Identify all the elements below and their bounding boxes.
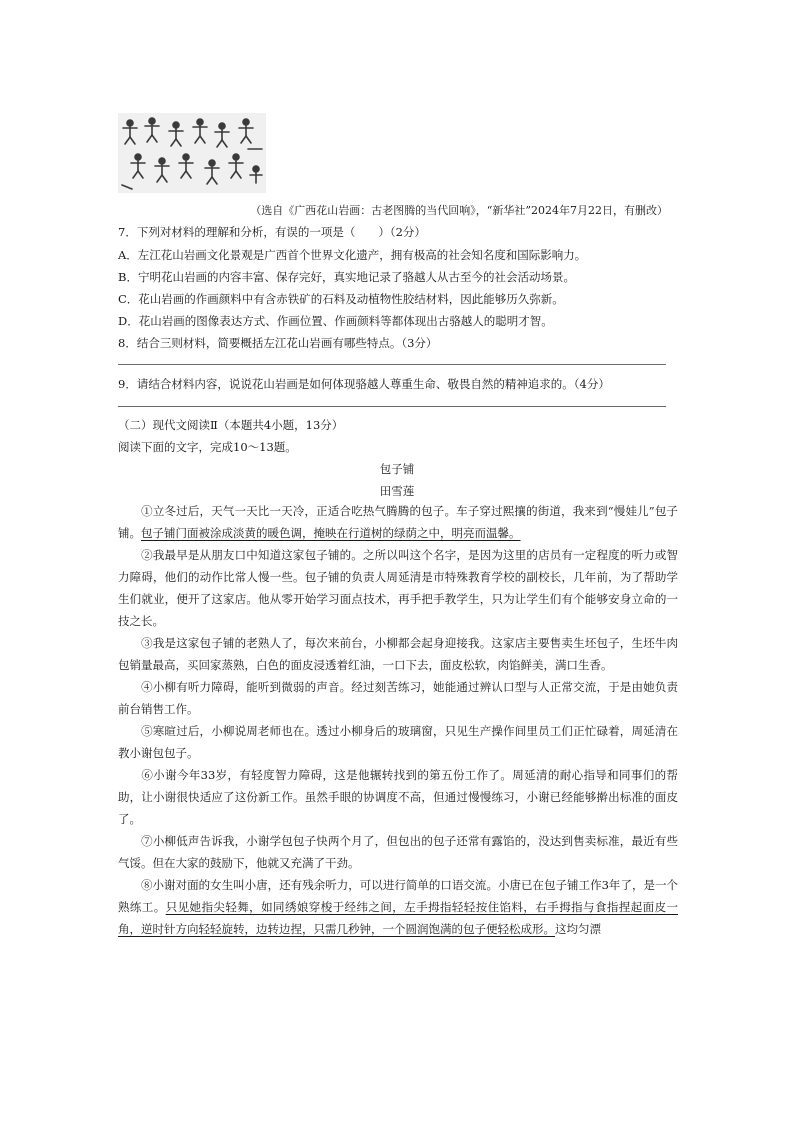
question-7-option-a: A．左江花山岩画文化景观是广西首个世界文化遗产，拥有极高的社会知名度和国际影响力。 bbox=[118, 248, 587, 262]
story-title: 包子铺 bbox=[379, 462, 415, 476]
paragraph-7-text: ⑦小柳低声告诉我，小谢学包包子快两个月了，但包出的包子还常有露馅的，没达到售卖标准，最近有些气馁。但在大家的鼓励下，他就又充满了干劲。 bbox=[118, 834, 678, 870]
paragraph-4 bbox=[118, 676, 678, 720]
paragraph-3 bbox=[118, 632, 678, 676]
paragraph-7 bbox=[118, 830, 678, 874]
answer-line-q8 bbox=[118, 364, 666, 365]
question-7-stem: 7．下列对材料的理解和分析，有误的一项是（ ）（2分） bbox=[118, 225, 426, 239]
story-author: 田雪莲 bbox=[379, 484, 415, 498]
question-9: 9．请结合材料内容，说说花山岩画是如何体现骆越人尊重生命、敬畏自然的精神追求的。（4分） bbox=[118, 377, 610, 391]
question-7-option-c: C．花山岩画的作画颜料中有含赤铁矿的石料及动植物性胶结材料，因此能够历久弥新。 bbox=[118, 292, 564, 306]
paragraph-6 bbox=[118, 764, 678, 830]
paragraph-1 bbox=[118, 500, 678, 544]
reading-instruction: 阅读下面的文字，完成10～13题。 bbox=[118, 440, 297, 454]
paragraph-4-text: ④小柳有听力障碍，能听到微弱的声音。经过刻苦练习，她能通过辨认口型与人正常交流，于是由她负责前台销售工作。 bbox=[118, 680, 678, 716]
paragraph-1-text: ①立冬过后，天气一天比一天冷，正适合吃热气腾腾的包子。车子穿过熙攘的街道，我来到“慢娃儿”包子铺。 bbox=[118, 504, 678, 540]
paragraph-1-underlined: 包子铺门面被涂成淡黄的暖色调，掩映在行道树的绿荫之中，明亮而温馨。 bbox=[141, 526, 521, 540]
paragraph-6-text: ⑥小谢今年33岁，有轻度智力障碍，这是他辗转找到的第五份工作了。周延清的耐心指导和同事们的帮助，让小谢很快适应了这份新工作。虽然手眼的协调度不高，但通过慢慢练习，小谢已经能够擀出标准的面皮了。 bbox=[118, 768, 678, 826]
answer-line-q9 bbox=[118, 406, 666, 407]
rock-painting-image bbox=[118, 113, 266, 193]
paragraph-5-text: ⑤寒暄过后，小柳说周老师也在。透过小柳身后的玻璃窗，只见生产操作间里员工们正忙碌着，周延清在教小谢包包子。 bbox=[118, 724, 678, 760]
paragraph-3-text: ③我是这家包子铺的老熟人了，每次来前台，小柳都会起身迎接我。这家店主要售卖生坯包子，生坯牛肉包销量最高，买回家蒸熟，白色的面皮浸透着红油，一口下去，面皮松软，肉馅鲜美，满口生香。 bbox=[118, 636, 678, 672]
paragraph-2-text: ②我最早是从朋友口中知道这家包子铺的。之所以叫这个名字，是因为这里的店员有一定程度的听力或智力障碍，他们的动作比常人慢一些。包子铺的负责人周延清是市特殊教育学校的副校长，几年前，为了帮助学生们就业，便开了这家店。他从零开始学习面点技术，再手把手教学生，只为让学生们有个能够安身立命的一技之长。 bbox=[118, 548, 678, 628]
paragraph-8-underlined: 只见她指尖轻舞，如同绣娘穿梭于经纬之间，左手拇指轻轻按住馅料，右手拇指与食指捏起面皮一角，逆时针方向轻轻旋转，边转边捏，只需几秒钟，一个圆润饱满的包子便轻松成形。 bbox=[118, 900, 679, 936]
question-7-option-b: B．宁明花山岩画的内容丰富、保存完好，真实地记录了骆越人从古至今的社会活动场景。 bbox=[118, 270, 575, 284]
paragraph-8 bbox=[118, 874, 678, 940]
paragraph-2 bbox=[118, 544, 678, 632]
question-8: 8．结合三则材料，简要概括左江花山岩画有哪些特点。（3分） bbox=[118, 336, 438, 350]
paragraph-5 bbox=[118, 720, 678, 764]
source-citation: （选自《广西花山岩画：古老图腾的当代回响》，“新华社”2024年7月22日，有删改） bbox=[250, 204, 668, 217]
section-title: （二）现代文阅读Ⅱ（本题共4小题，13分） bbox=[118, 418, 344, 432]
paragraph-8-text: ⑧小谢对面的女生叫小唐，还有残余听力，可以进行简单的口语交流。小唐已在包子铺工作3年了，是一个熟练工。 bbox=[118, 878, 678, 914]
question-7-option-d: D．花山岩画的图像表达方式、作画位置、作画颜料等都体现出古骆越人的聪明才智。 bbox=[118, 314, 553, 328]
paragraph-8-tail: 这均匀漂 bbox=[555, 922, 601, 936]
